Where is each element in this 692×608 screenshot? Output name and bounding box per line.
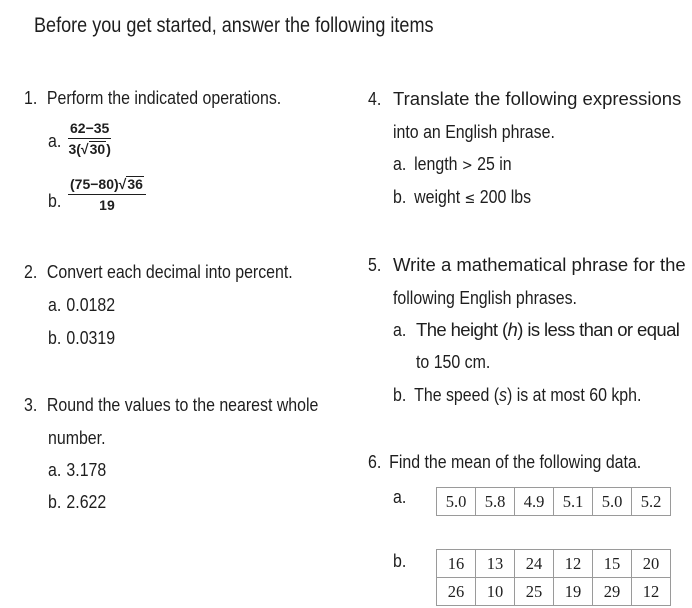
table-cell: 12 (632, 578, 671, 606)
answer-item-5a-continued: to 150 cm. (416, 351, 491, 372)
answer-item-5b: b. The speed (s) is at most 60 kph. (393, 384, 642, 405)
question-prompt-continued: number. (48, 427, 106, 448)
square-root: √36 (118, 176, 143, 192)
question-number: 4. (368, 88, 382, 109)
question-2 (24, 261, 336, 283)
question-prompt: Round the values to the nearest whole (46, 394, 319, 415)
question-number: 1. (24, 87, 38, 108)
question-prompt-continued: following English phrases. (393, 287, 577, 308)
question-prompt: Perform the indicated operations. (46, 87, 282, 108)
question-number: 5. (368, 254, 382, 275)
table-cell: 13 (476, 550, 515, 578)
question-6 (368, 451, 686, 473)
item-label: b. (48, 190, 62, 211)
item-label: a. (48, 130, 62, 151)
item-label: b. (393, 550, 407, 571)
question-prompt: Translate the following expressions (393, 88, 682, 109)
variable-h: h (507, 319, 518, 340)
table-cell: 5.1 (554, 488, 593, 516)
worksheet-title: Before you get started, answer the following items (34, 14, 434, 37)
data-table-6b (436, 549, 671, 606)
table-row (437, 578, 671, 606)
table-row (437, 488, 671, 516)
question-number: 6. (368, 451, 382, 472)
table-cell: 5.0 (593, 488, 632, 516)
question-3 (24, 394, 366, 416)
table-cell: 29 (593, 578, 632, 606)
table-cell: 5.2 (632, 488, 671, 516)
table-row (437, 550, 671, 578)
less-than-or-equal-symbol: ≤ (464, 189, 476, 207)
fraction-1a (68, 120, 111, 157)
table-cell: 20 (632, 550, 671, 578)
greater-than-symbol: > (461, 156, 473, 174)
table-cell: 25 (515, 578, 554, 606)
table-cell: 12 (554, 550, 593, 578)
table-cell: 15 (593, 550, 632, 578)
answer-item-4a: a. length > 25 in (393, 153, 512, 174)
square-root: √30 (80, 141, 106, 157)
answer-item-2a: a. 0.0182 (48, 294, 116, 315)
answer-item-2b: b. 0.0319 (48, 327, 116, 348)
numerator: 62−35 (68, 120, 111, 139)
denominator: 19 (99, 197, 115, 213)
question-number: 2. (24, 261, 38, 282)
question-prompt: Convert each decimal into percent. (46, 261, 293, 282)
table-cell: 16 (437, 550, 476, 578)
answer-item-3b: b. 2.622 (48, 491, 107, 512)
table-cell: 19 (554, 578, 593, 606)
table-cell: 26 (437, 578, 476, 606)
answer-item-4b: b. weight ≤ 200 lbs (393, 186, 532, 207)
question-number: 3. (24, 394, 38, 415)
fraction-1b (68, 176, 146, 213)
answer-item-5a-label: a. (393, 319, 407, 340)
denominator: 3(√30) (68, 141, 111, 157)
table-cell: 5.0 (437, 488, 476, 516)
table-cell: 5.8 (476, 488, 515, 516)
numerator: (75−80)√36 (68, 176, 146, 195)
variable-s: s (499, 384, 508, 405)
question-prompt: Find the mean of the following data. (389, 451, 642, 472)
answer-item-3a: a. 3.178 (48, 459, 107, 480)
data-table-6a (436, 487, 671, 516)
question-1 (24, 87, 323, 109)
question-prompt-continued: into an English phrase. (393, 121, 555, 142)
table-cell: 24 (515, 550, 554, 578)
table-cell: 4.9 (515, 488, 554, 516)
answer-item-5a: The height (h) is less than or equal (416, 319, 680, 340)
question-prompt: Write a mathematical phrase for the (393, 254, 686, 275)
table-cell: 10 (476, 578, 515, 606)
item-label: a. (393, 486, 407, 507)
